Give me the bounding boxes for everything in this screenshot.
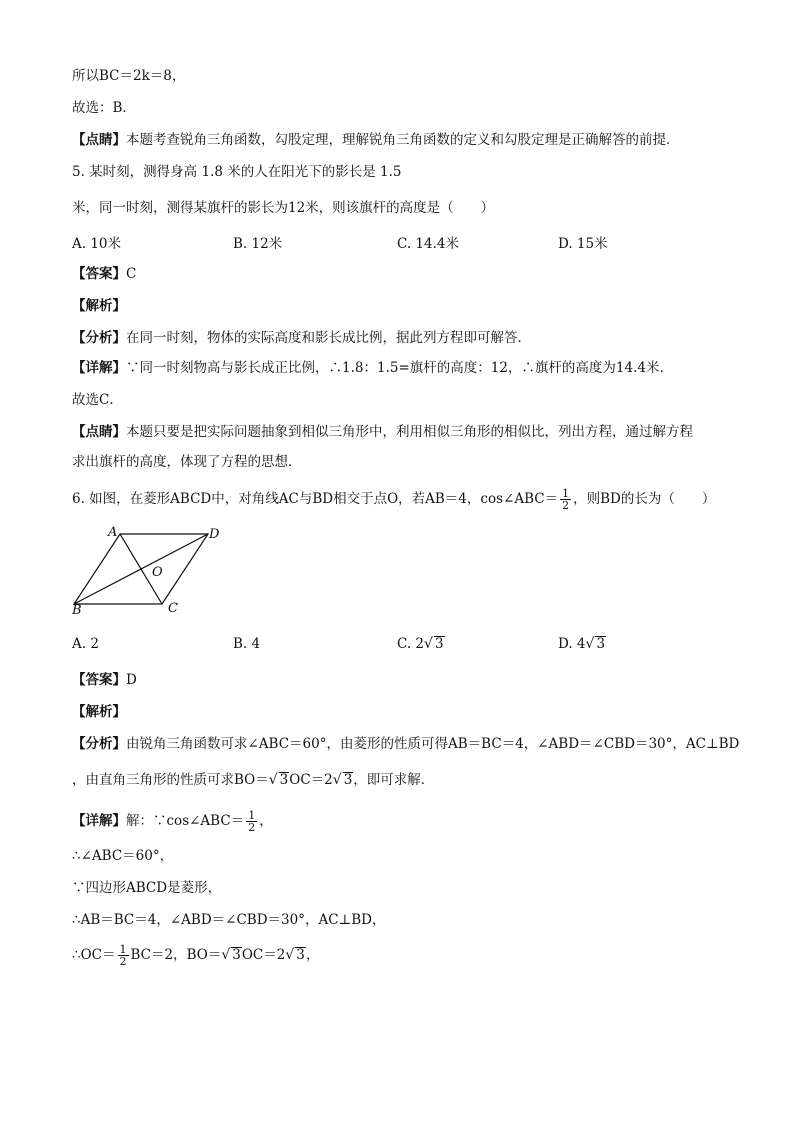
sqrt-sign: √: [268, 772, 278, 788]
q6-option-c: [397, 634, 445, 654]
fraction-numerator: 1: [119, 943, 127, 956]
analysis-6-line1: [72, 734, 739, 754]
text-line: 故选C．: [72, 392, 123, 408]
sqrt-arg: 3: [279, 772, 289, 788]
text: OC＝2: [289, 772, 333, 788]
label-d: D: [209, 527, 220, 542]
fraction-numerator: 1: [562, 487, 570, 500]
answer-5: [72, 264, 136, 284]
text: 在同一时刻，物体的实际高度和影长成比例，据此列方程即可解答．: [126, 330, 531, 346]
tag-dianjing: 【点睛】: [72, 424, 126, 440]
note-5-line1: [72, 422, 693, 442]
sqrt-arg: 3: [434, 636, 444, 652]
text-line: 所以BC＝2k＝8，: [72, 68, 186, 84]
fraction-denominator: 2: [562, 499, 570, 512]
analysis-6-line2: [72, 770, 434, 790]
tag-answer: 【答案】: [72, 266, 126, 282]
sqrt-arg: 3: [343, 772, 353, 788]
sqrt-sign: √: [424, 636, 433, 652]
text-line: 故选：B．: [72, 100, 136, 116]
text: 6. 如图，在菱形ABCD中，对角线AC与BD相交于点O，若AB＝4，cos∠ABC＝: [72, 491, 559, 507]
label-a: A: [108, 525, 118, 540]
text: ∴OC＝: [72, 947, 116, 963]
fraction: [118, 944, 129, 967]
diagonal-bd: [74, 534, 208, 604]
text: ，即可求解．: [353, 772, 435, 788]
text: ，: [259, 813, 273, 829]
q5-option-a: A. 10米: [72, 236, 122, 252]
sqrt-arg: 3: [232, 947, 241, 963]
text: ∵同一时刻物高与影长成正比例，∴1.8：1.5=旗杆的高度：12，∴旗杆的高度为14.4米．: [126, 360, 673, 376]
text: ，由直角三角形的性质可求BO＝: [72, 772, 269, 788]
fraction-denominator: 2: [248, 821, 256, 834]
answer-6: [72, 670, 137, 690]
fraction: [560, 488, 571, 511]
label-c: C: [168, 601, 178, 616]
sqrt-arg: 3: [296, 947, 305, 963]
tag-detail: 【详解】: [72, 360, 126, 376]
question-6: [72, 488, 715, 511]
label-b: B: [72, 603, 82, 618]
tag-detail: 【详解】: [72, 813, 126, 829]
sqrt-sign: √: [221, 947, 231, 963]
label-o: O: [152, 565, 163, 580]
fraction: [246, 810, 257, 833]
q6-option-d: [558, 634, 606, 654]
text: ，则BD的长为（ ）: [573, 491, 716, 507]
step-3: ∴AB＝BC＝4，∠ABD＝∠CBD＝30°，AC⊥BD，: [72, 912, 386, 928]
text: OC＝2: [241, 947, 286, 963]
option-label: D. 4: [558, 636, 586, 652]
sqrt-sign: √: [285, 947, 295, 963]
step-1: ∴∠ABC＝60°，: [72, 848, 174, 864]
text: 由锐角三角函数可求∠ABC＝60°，由菱形的性质可得AB＝BC＝4，∠ABD＝∠CBD＝30°，AC⊥BD: [126, 736, 740, 752]
q6-option-a: A. 2: [72, 636, 99, 652]
text: 本题考查锐角三角函数，勾股定理，理解锐角三角函数的定义和勾股定理是正确解答的前提．: [126, 132, 680, 148]
step-4: [72, 944, 319, 967]
step-2: ∵四边形ABCD是菱形，: [72, 880, 222, 896]
note-5-line2: 求出旗杆的高度，体现了方程的思想．: [72, 454, 302, 470]
detail-5: [72, 358, 673, 378]
sqrt-arg: 3: [596, 636, 606, 652]
tag-dianjing: 【点睛】: [72, 132, 126, 148]
text: 本题只要是把实际问题抽象到相似三角形中，利用相似三角形的相似比，列出方程，通过解方程: [126, 424, 693, 440]
rhombus-figure: [66, 520, 246, 620]
q5-option-c: C. 14.4米: [397, 236, 459, 252]
tag-jiexi: 【解析】: [72, 704, 126, 720]
option-label: C. 2: [397, 636, 425, 652]
sqrt-sign: √: [585, 636, 595, 652]
tag-analysis: 【分析】: [72, 330, 126, 346]
tag-analysis: 【分析】: [72, 736, 126, 752]
tag-jiexi: 【解析】: [72, 298, 126, 314]
fraction-denominator: 2: [119, 955, 127, 968]
text: ，: [305, 947, 320, 963]
q5-option-d: D. 15米: [558, 236, 608, 252]
question-5-line1: 5. 某时刻，测得身高 1.8 米的人在阳光下的影长是 1.5: [72, 164, 402, 180]
fraction-numerator: 1: [248, 809, 256, 822]
answer-value: C: [126, 266, 137, 282]
sqrt-sign: √: [332, 772, 342, 788]
detail-6: [72, 810, 273, 833]
text: 解：∵cos∠ABC＝: [126, 813, 245, 829]
q5-option-b: B. 12米: [233, 236, 283, 252]
question-5-line2: 米，同一时刻，测得某旗杆的影长为12米，则该旗杆的高度是（ ）: [72, 200, 495, 216]
text: BC＝2，BO＝: [130, 947, 222, 963]
answer-value: D: [126, 672, 137, 688]
text-line: [72, 130, 680, 150]
analysis-5: [72, 328, 531, 348]
tag-answer: 【答案】: [72, 672, 126, 688]
q6-option-b: B. 4: [233, 636, 261, 652]
